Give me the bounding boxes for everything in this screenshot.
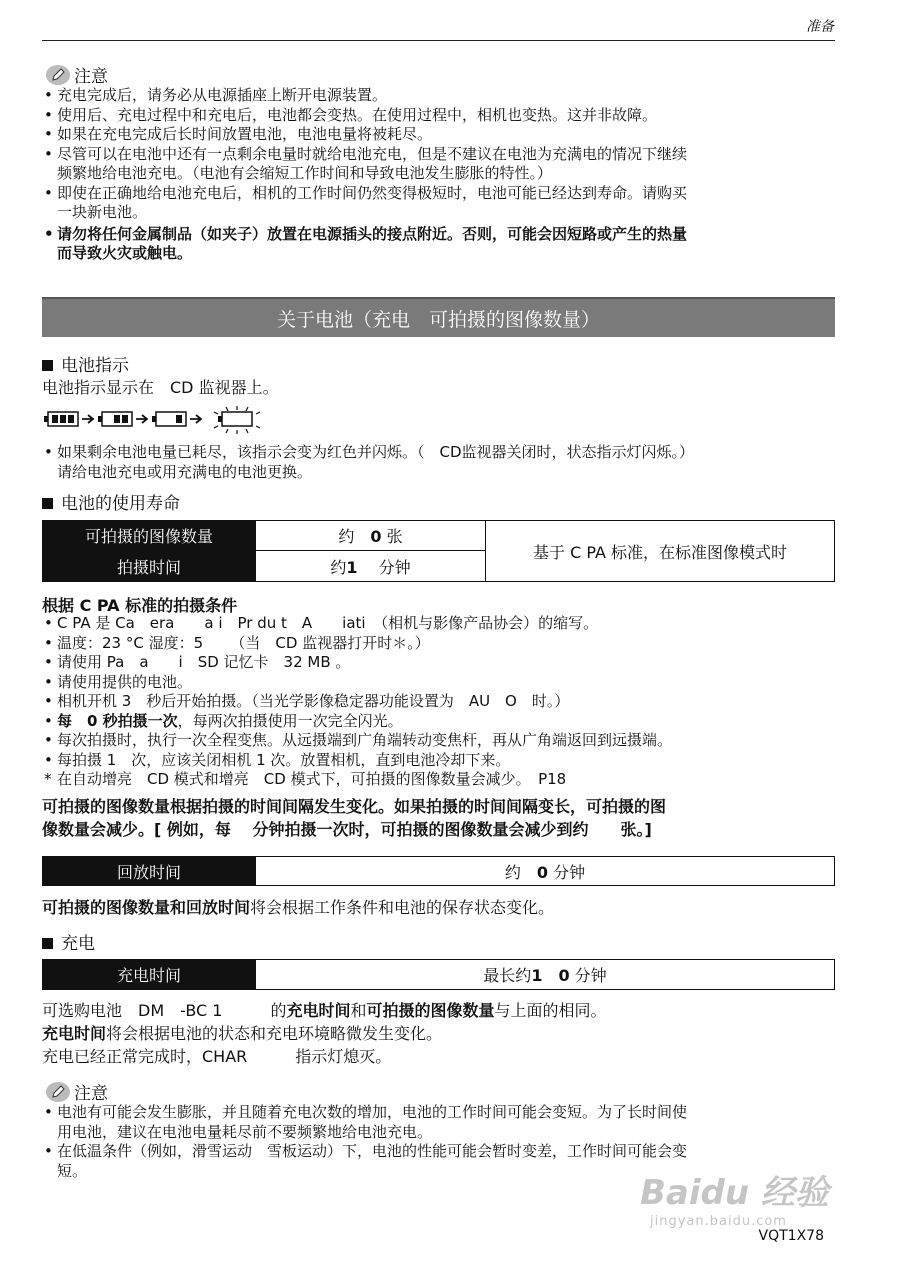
charging-time-value: 最长约1 0 分钟 — [256, 960, 835, 990]
note-item-cont: 频繁地给电池充电。（电池有会缩短工作时间和导致电池发生膨胀的特性。） — [57, 164, 553, 182]
section-banner: 关于电池（充电 可拍摄的图像数量） — [42, 297, 835, 337]
note-heading — [46, 62, 108, 87]
playback-label: 回放时间 — [43, 857, 256, 886]
note-item: • 使用后、充电过程中和充电后，电池都会变热。在使用过程中，相机也变热。这并非故障。 — [42, 106, 842, 126]
battery-full-icon — [44, 412, 78, 426]
charging-line-3: 充电已经正常完成时，CHAR 指示灯熄灭。 — [42, 1047, 392, 1066]
battery-one-third-icon — [152, 412, 186, 426]
battery-life-heading: 电池的使用寿命 — [42, 489, 180, 514]
note-item-cont: 一块新电池。 — [57, 203, 148, 221]
note-item-cont: 而导致火灾或触电。 — [57, 244, 193, 262]
note-list: • 电池有可能会发生膨胀，并且随着充电次数的增加，电池的工作时间可能会变短。为了长时间使 用电池，建议在电池电量耗尽前不要频繁地给电池充电。 • 在低温条件（例如，滑雪运动 雪板运动）下，电池的性能可能会暂时变差，工作时间可能会变 短。 — [42, 1103, 842, 1181]
page-code: VQT1X78 — [758, 1228, 824, 1244]
playback-value: 约 0 分钟 — [256, 857, 835, 886]
charging-heading: 充电 — [42, 929, 95, 954]
note-item: • 如果在充电完成后长时间放置电池，电池电量将被耗尽。 — [42, 125, 842, 145]
section-title: 准备 — [806, 19, 834, 35]
playback-note: 可拍摄的图像数量和回放时间将会根据工作条件和电池的保存状态变化。 — [42, 898, 555, 917]
interval-note: 可拍摄的图像数量根据拍摄的时间间隔发生变化。如果拍摄的时间间隔变长，可拍摄的图 像数量会减少。[ 例如，每 分钟拍摄一次时，可拍摄的图像数量会减少到约 张。] — [42, 797, 667, 839]
footnote: * 在自动增亮 CD 模式和增亮 CD 模式下，可拍摄的图像数量会减少。 P18 — [42, 770, 842, 790]
recording-time-value: 约1 分钟 — [256, 551, 486, 582]
note-list — [42, 86, 842, 264]
note-heading — [46, 1079, 108, 1104]
arrow-right-icon — [136, 415, 147, 423]
header-rule — [42, 40, 835, 41]
conditions-list: • C PA 是 Ca era a i Pr du t A iati （相机与影像产品协会）的缩写。 • 温度：23 °C 湿度：5 （当 CD 监视器打开时＊。） • 请使用 Pa a i SD 记忆卡 32 MB 。 • 请使用提供的电池。 • 相机开机 3 秒后开始拍摄。（当光学影像稳定器功能设置为 AU O 时。） • 每 0 秒拍摄一次，每两次拍摄使用一次完全闪光。 • 每次拍摄时，执行一次全程变焦。从远摄端到广角端转动变焦杆，再从广角端返回到远摄端。 • 每拍摄 1 次，应该关闭相机 1 次。放置相机，直到电池冷却下来。 * 在自动增亮 CD 模式和增亮 CD 模式下，可拍摄的图像数量会减少。 P18 — [42, 614, 842, 790]
baidu-watermark: Baidu 经验 jingyan.baidu.com — [640, 1173, 829, 1229]
playback-table — [42, 856, 835, 886]
conditions-title: 根据 C PA 标准的拍摄条件 — [42, 596, 238, 615]
note-item-warning: • 请勿将任何金属制品（如夹子）放置在电源插头的接点附近。否则，可能会因短路或产生的热量 — [42, 225, 842, 245]
note-title: 注意 — [74, 1084, 108, 1104]
recording-time-label: 拍摄时间 — [43, 551, 256, 582]
images-label: 可拍摄的图像数量 — [43, 521, 256, 551]
note-title: 注意 — [74, 67, 108, 87]
charging-time-label: 充电时间 — [43, 960, 256, 990]
battery-indicator-heading: 电池指示 — [42, 351, 129, 376]
arrow-right-icon — [190, 415, 201, 423]
battery-indicator-desc: 电池指示显示在 CD 监视器上。 — [42, 378, 279, 397]
pencil-icon — [46, 65, 70, 85]
note-item: • 即使在正确地给电池充电后，相机的工作时间仍然变得极短时，电池可能已经达到寿命。请购买 — [42, 184, 842, 204]
battery-two-thirds-icon — [98, 412, 132, 426]
battery-indicator-note: • 如果剩余电池电量已耗尽，该指示会变为红色并闪烁。（ CD监视器关闭时，状态指示灯闪烁。） 请给电池充电或用充满电的电池更换。 — [42, 443, 842, 482]
images-value: 约 0 张 — [256, 521, 486, 551]
charging-table — [42, 959, 835, 990]
pencil-icon — [46, 1082, 70, 1102]
charging-line-2: 充电时间将会根据电池的状态和充电环境略微发生变化。 — [42, 1024, 443, 1043]
note-item: • 尽管可以在电池中还有一点剩余电量时就给电池充电，但是不建议在电池为充满电的情况下继续 — [42, 145, 842, 165]
battery-level-sequence — [42, 406, 282, 436]
note-item: • 充电完成后，请务必从电源插座上断开电源装置。 — [42, 86, 842, 106]
battery-life-table — [42, 520, 835, 582]
battery-empty-flashing-icon — [214, 406, 260, 434]
charging-line-1: 可选购电池 DM -BC 1 的充电时间和可拍摄的图像数量与上面的相同。 — [42, 1001, 607, 1020]
cipa-standard: 基于 C PA 标准，在标准图像模式时 — [486, 521, 835, 582]
arrow-right-icon — [82, 415, 93, 423]
